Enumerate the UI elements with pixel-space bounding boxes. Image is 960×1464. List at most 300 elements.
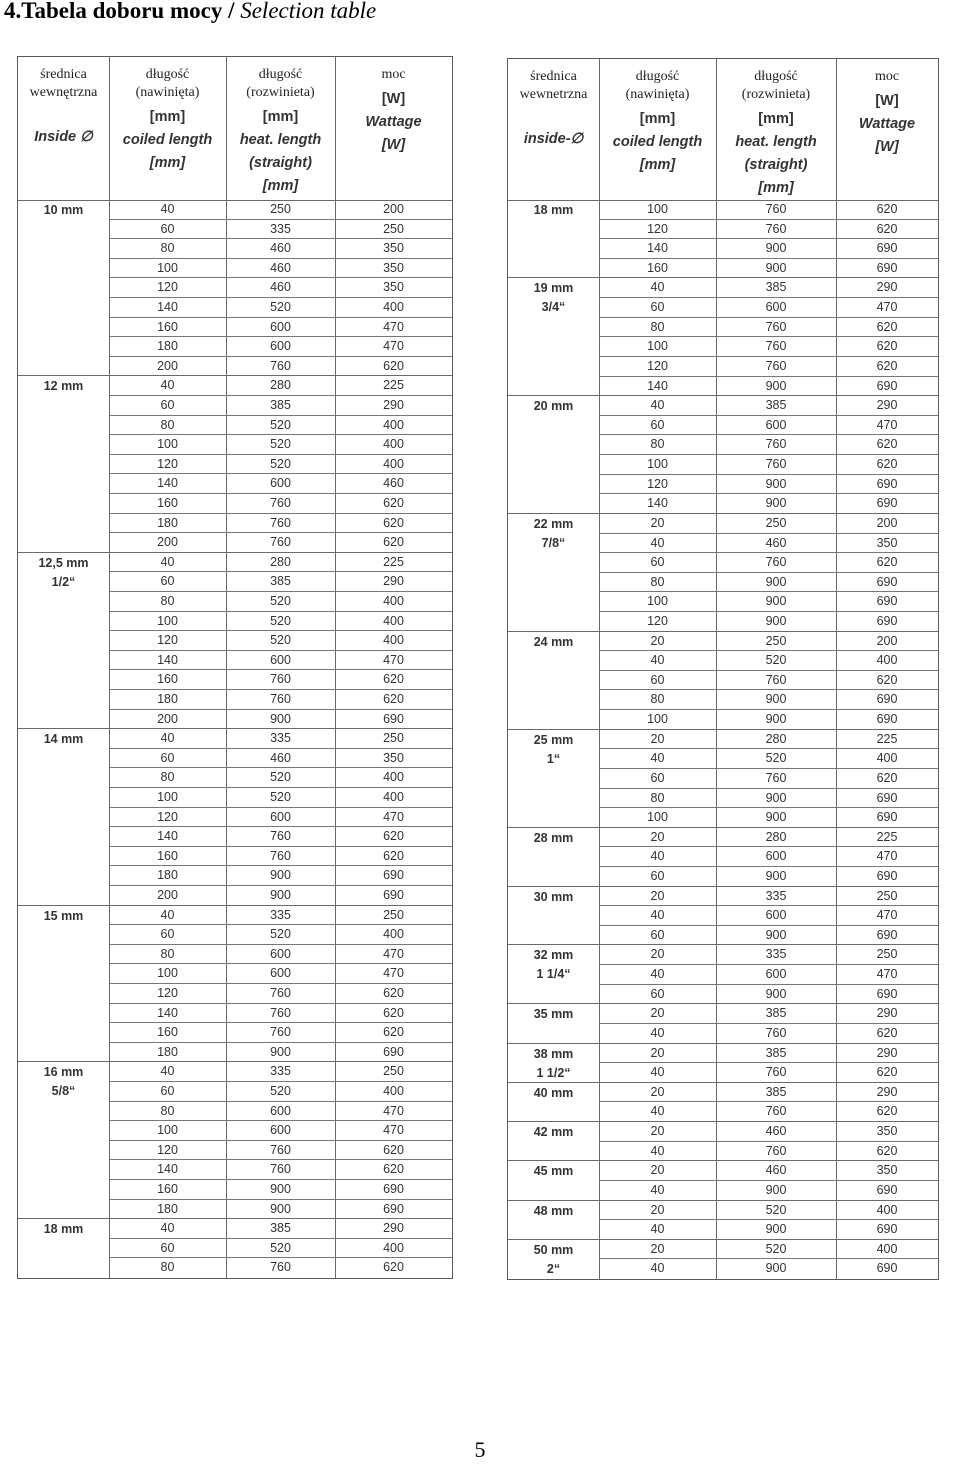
diameter-label-line: 14 mm — [43, 732, 84, 747]
wattage-cell: 620 — [383, 692, 404, 706]
header-label-pl: długość — [635, 69, 680, 84]
wattage-cell: 400 — [383, 437, 404, 452]
header-unit: [W] — [875, 93, 899, 109]
table-row — [18, 592, 452, 612]
header-label-en: inside-∅ — [523, 131, 584, 147]
table-row — [508, 1201, 938, 1221]
header-unit: [mm] — [262, 109, 299, 125]
heat-length-cell: 385 — [270, 1221, 291, 1236]
wattage-cell: 690 — [383, 1201, 404, 1216]
header-unit: [mm] — [758, 180, 794, 196]
diameter-label-line: 35 mm — [533, 1007, 574, 1022]
heat-length-cell: 600 — [270, 946, 291, 961]
wattage-cell: 620 — [876, 437, 898, 452]
wattage-cell: 470 — [876, 849, 898, 864]
coiled-length-cell: 60 — [650, 555, 665, 570]
coiled-length-cell: 60 — [650, 770, 665, 785]
heat-length-cell: 760 — [765, 1143, 787, 1158]
heat-length-cell: 520 — [765, 653, 787, 668]
coiled-length-cell: 140 — [157, 476, 178, 491]
coiled-length-cell: 120 — [157, 1142, 178, 1157]
table-row — [18, 749, 452, 769]
coiled-length-cell: 60 — [160, 750, 175, 765]
coiled-length-cell: 40 — [650, 849, 665, 864]
table-row — [508, 1122, 938, 1142]
wattage-cell: 290 — [876, 280, 898, 295]
heat-length-cell: 520 — [270, 456, 291, 471]
wattage-cell: 250 — [383, 221, 404, 236]
heat-length-cell: 385 — [765, 1006, 787, 1021]
table-row — [508, 1083, 938, 1103]
heat-length-cell: 600 — [765, 300, 787, 315]
heat-length-cell: 460 — [765, 1124, 787, 1139]
table-row — [508, 1259, 938, 1279]
coiled-length-cell: 80 — [650, 437, 665, 452]
diameter-label-line: 18 mm — [533, 203, 574, 217]
coiled-length-cell: 160 — [647, 260, 668, 275]
heat-length-cell: 760 — [765, 319, 787, 334]
heat-length-cell: 335 — [270, 731, 291, 746]
heat-length-cell: 760 — [765, 358, 787, 373]
header-cell-2 — [599, 59, 716, 200]
heat-length-cell: 760 — [765, 1065, 787, 1080]
wattage-cell: 620 — [383, 1162, 404, 1177]
wattage-cell: 620 — [876, 555, 898, 570]
table-body — [508, 200, 938, 1279]
header-label-pl: moc — [381, 67, 406, 82]
heat-length-cell: 600 — [270, 1123, 291, 1138]
heat-length-cell: 760 — [270, 672, 291, 687]
coiled-length-cell: 120 — [647, 221, 668, 236]
coiled-length-cell: 20 — [650, 731, 665, 746]
coiled-length-cell: 60 — [650, 927, 665, 942]
wattage-cell: 290 — [876, 1006, 898, 1021]
wattage-cell: 350 — [383, 280, 404, 295]
coiled-length-cell: 120 — [647, 358, 668, 373]
heat-length-cell: 520 — [270, 790, 291, 804]
table-row — [18, 906, 452, 926]
wattage-cell: 470 — [876, 908, 898, 923]
table-row — [18, 514, 452, 534]
table-row — [18, 533, 452, 553]
heat-length-cell: 520 — [270, 613, 291, 628]
coiled-length-cell: 20 — [650, 1084, 665, 1099]
coiled-length-cell: 200 — [157, 888, 178, 902]
coiled-length-cell: 40 — [650, 535, 665, 550]
wattage-cell: 225 — [383, 554, 404, 569]
table-row — [508, 985, 938, 1005]
coiled-length-cell: 80 — [160, 594, 175, 608]
header-unit: [W] — [381, 91, 406, 107]
wattage-cell: 400 — [383, 456, 404, 471]
heat-length-cell: 760 — [765, 1025, 787, 1040]
header-label-en: (straight) — [744, 157, 808, 173]
coiled-length-cell: 140 — [647, 241, 668, 256]
header-unit: [mm] — [639, 111, 676, 127]
coiled-length-cell: 160 — [157, 672, 178, 687]
table-row — [508, 1004, 938, 1024]
diameter-label-line: 22 mm — [533, 516, 574, 531]
heat-length-cell: 600 — [765, 967, 787, 982]
header-unit: [mm] — [149, 155, 186, 171]
diameter-label-line: 2“ — [546, 1261, 561, 1276]
wattage-cell: 620 — [383, 496, 404, 510]
wattage-cell: 400 — [383, 633, 404, 648]
table-row — [18, 847, 452, 867]
heat-length-cell: 280 — [270, 554, 291, 569]
table-row — [18, 1082, 452, 1102]
table-row — [508, 553, 938, 573]
heat-length-cell: 760 — [270, 829, 291, 844]
heat-length-cell: 760 — [270, 1162, 291, 1177]
wattage-cell: 470 — [876, 300, 898, 315]
header-label-pl: wewnetrzna — [519, 87, 588, 102]
wattage-cell: 620 — [876, 358, 898, 373]
wattage-cell: 620 — [383, 848, 404, 863]
wattage-cell: 620 — [383, 1005, 404, 1020]
table-row — [508, 494, 938, 514]
table-row — [18, 1102, 452, 1122]
wattage-cell: 470 — [383, 946, 404, 961]
wattage-cell: 620 — [876, 457, 898, 472]
table-row — [508, 1044, 938, 1064]
table-row — [18, 1219, 452, 1239]
wattage-cell: 690 — [876, 927, 898, 942]
heat-length-cell: 760 — [270, 692, 291, 706]
heat-length-cell: 900 — [765, 241, 787, 256]
heat-length-cell: 460 — [270, 241, 291, 256]
wattage-cell: 690 — [876, 692, 898, 707]
wattage-cell: 690 — [876, 869, 898, 884]
heat-length-cell: 760 — [765, 221, 787, 236]
table-row — [508, 690, 938, 710]
coiled-length-cell: 60 — [160, 398, 175, 412]
coiled-length-cell: 180 — [157, 1044, 178, 1059]
coiled-length-cell: 60 — [650, 672, 665, 687]
table-row — [18, 768, 452, 788]
page-heading — [4, 0, 376, 24]
header-cell-4 — [335, 57, 452, 200]
heat-length-cell: 600 — [765, 417, 787, 432]
table-row — [508, 592, 938, 612]
heat-length-cell: 385 — [765, 398, 787, 413]
wattage-cell: 620 — [876, 202, 898, 216]
header-label-pl: wewnętrzna — [29, 85, 98, 100]
wattage-cell: 350 — [876, 535, 898, 550]
coiled-length-cell: 40 — [650, 1025, 665, 1040]
diameter-label-line: 45 mm — [533, 1164, 574, 1179]
header-unit: [W] — [381, 137, 406, 153]
heat-length-cell: 760 — [270, 358, 291, 373]
heat-length-cell: 600 — [270, 319, 291, 334]
coiled-length-cell: 40 — [160, 554, 175, 569]
heat-length-cell: 600 — [270, 652, 291, 667]
coiled-length-cell: 60 — [650, 986, 665, 1001]
coiled-length-cell: 100 — [157, 437, 178, 452]
coiled-length-cell: 100 — [157, 260, 178, 275]
table-row — [508, 906, 938, 926]
coiled-length-cell: 20 — [650, 633, 665, 648]
wattage-cell: 620 — [383, 1142, 404, 1157]
heat-length-cell: 385 — [765, 280, 787, 295]
header-unit: [mm] — [639, 157, 676, 173]
table-row — [18, 729, 452, 749]
wattage-cell: 470 — [383, 339, 404, 354]
wattage-cell: 200 — [876, 515, 898, 530]
coiled-length-cell: 140 — [157, 652, 178, 667]
diameter-label-line: 15 mm — [43, 908, 84, 923]
wattage-cell: 250 — [383, 907, 404, 922]
coiled-length-cell: 40 — [650, 1065, 665, 1080]
heat-length-cell: 900 — [270, 1201, 291, 1216]
table-row — [508, 318, 938, 338]
header-label-pl: długość — [145, 67, 190, 82]
wattage-cell: 460 — [383, 476, 404, 491]
table-row — [508, 671, 938, 691]
coiled-length-cell: 20 — [650, 515, 665, 530]
heat-length-cell: 460 — [765, 1163, 787, 1178]
table-row — [18, 1239, 452, 1259]
wattage-cell: 690 — [383, 888, 404, 902]
header-cell-2 — [109, 57, 226, 200]
table-row — [18, 239, 452, 259]
diameter-label-line: 16 mm — [43, 1065, 84, 1080]
wattage-cell: 290 — [383, 1221, 404, 1236]
coiled-length-cell: 20 — [650, 1202, 665, 1217]
coiled-length-cell: 160 — [157, 496, 178, 510]
table-row — [508, 416, 938, 436]
wattage-cell: 290 — [876, 1045, 898, 1060]
heat-length-cell: 760 — [765, 555, 787, 570]
wattage-cell: 400 — [383, 417, 404, 432]
coiled-length-cell: 120 — [157, 986, 178, 1000]
heat-length-cell: 760 — [270, 1025, 291, 1040]
heat-length-cell: 900 — [765, 1261, 787, 1276]
heat-length-cell: 760 — [270, 496, 291, 510]
heat-length-cell: 900 — [765, 260, 787, 275]
wattage-cell: 290 — [876, 398, 898, 413]
coiled-length-cell: 40 — [650, 908, 665, 923]
wattage-cell: 400 — [383, 594, 404, 608]
heat-length-cell: 250 — [765, 515, 787, 530]
table-row — [18, 945, 452, 965]
heat-length-cell: 900 — [765, 613, 787, 628]
table-row — [18, 396, 452, 416]
table-row — [18, 259, 452, 279]
table-row — [508, 534, 938, 554]
wattage-cell: 470 — [876, 417, 898, 432]
coiled-length-cell: 100 — [647, 712, 668, 727]
table-row — [508, 730, 938, 750]
header-label-pl: średnica — [530, 69, 577, 84]
header-label-pl: (nawinięta) — [135, 85, 200, 100]
table-row — [508, 945, 938, 965]
diameter-label-line: 30 mm — [533, 889, 574, 904]
wattage-cell: 250 — [383, 731, 404, 746]
heat-length-cell: 600 — [270, 809, 291, 824]
coiled-length-cell: 40 — [650, 653, 665, 668]
coiled-length-cell: 20 — [650, 1163, 665, 1178]
diameter-label-line: 1 1/4“ — [536, 967, 571, 982]
coiled-length-cell: 100 — [157, 1123, 178, 1138]
header-label-en: heat. length — [239, 132, 322, 148]
diameter-label-line: 7/8“ — [541, 535, 566, 550]
table-row — [508, 1161, 938, 1181]
heat-length-cell: 335 — [765, 888, 787, 903]
heat-length-cell: 900 — [765, 574, 787, 589]
header-cell-1 — [508, 59, 599, 200]
heat-length-cell: 520 — [270, 1084, 291, 1098]
wattage-cell: 620 — [876, 1104, 898, 1119]
table-row — [18, 964, 452, 984]
heat-length-cell: 600 — [270, 339, 291, 354]
coiled-length-cell: 20 — [650, 829, 665, 844]
wattage-cell: 250 — [383, 1064, 404, 1079]
table-row — [508, 475, 938, 495]
coiled-length-cell: 100 — [157, 966, 178, 981]
coiled-length-cell: 180 — [157, 339, 178, 354]
coiled-length-cell: 20 — [650, 1124, 665, 1139]
heat-length-cell: 385 — [270, 398, 291, 412]
header-label-pl: średnica — [40, 67, 87, 82]
wattage-cell: 690 — [876, 712, 898, 727]
header-unit: [W] — [875, 139, 899, 155]
wattage-cell: 400 — [383, 927, 404, 942]
coiled-length-cell: 60 — [160, 221, 175, 236]
table-row — [18, 1023, 452, 1043]
table-row — [18, 1121, 452, 1141]
table-row — [18, 631, 452, 651]
table-row — [508, 867, 938, 887]
table-row — [508, 847, 938, 867]
table-row — [508, 220, 938, 240]
wattage-cell: 690 — [876, 790, 898, 805]
selection-table-right — [507, 58, 939, 1280]
table-row — [508, 337, 938, 357]
wattage-cell: 690 — [876, 594, 898, 609]
coiled-length-cell: 160 — [157, 848, 178, 863]
diameter-label-line: 12,5 mm — [38, 555, 89, 570]
wattage-cell: 400 — [876, 751, 898, 766]
table-row — [508, 749, 938, 769]
heat-length-cell: 760 — [765, 1104, 787, 1119]
coiled-length-cell: 40 — [160, 1064, 175, 1079]
table-row — [508, 435, 938, 455]
coiled-length-cell: 80 — [650, 574, 665, 589]
diameter-label-line: 20 mm — [533, 399, 574, 414]
heat-length-cell: 900 — [765, 810, 787, 825]
coiled-length-cell: 80 — [160, 946, 175, 961]
heat-length-cell: 600 — [270, 966, 291, 981]
table-row — [18, 827, 452, 847]
coiled-length-cell: 120 — [647, 476, 668, 491]
wattage-cell: 200 — [383, 202, 404, 216]
header-label-pl: długość — [258, 67, 303, 82]
wattage-cell: 470 — [383, 966, 404, 981]
coiled-length-cell: 40 — [650, 1261, 665, 1276]
coiled-length-cell: 100 — [647, 594, 668, 609]
wattage-cell: 400 — [383, 790, 404, 804]
heat-length-cell: 900 — [765, 496, 787, 511]
heat-length-cell: 760 — [270, 1005, 291, 1020]
coiled-length-cell: 180 — [157, 692, 178, 706]
header-label-en: coiled length — [612, 134, 703, 150]
coiled-length-cell: 60 — [650, 417, 665, 432]
wattage-cell: 690 — [876, 613, 898, 628]
coiled-length-cell: 40 — [650, 1104, 665, 1119]
heat-length-cell: 760 — [270, 848, 291, 863]
header-label-en: Wattage — [858, 116, 916, 132]
coiled-length-cell: 80 — [160, 770, 175, 785]
coiled-length-cell: 200 — [157, 535, 178, 550]
heat-length-cell: 335 — [270, 1064, 291, 1079]
wattage-cell: 690 — [383, 1044, 404, 1059]
heat-length-cell: 900 — [270, 1182, 291, 1196]
coiled-length-cell: 100 — [157, 790, 178, 804]
header-cell-3 — [226, 57, 335, 200]
diameter-label-line: 38 mm — [533, 1046, 574, 1061]
table-row — [508, 789, 938, 809]
coiled-length-cell: 60 — [160, 574, 175, 589]
wattage-cell: 350 — [383, 241, 404, 256]
coiled-length-cell: 80 — [160, 241, 175, 256]
heat-length-cell: 760 — [270, 1142, 291, 1157]
wattage-cell: 290 — [383, 398, 404, 412]
heat-length-cell: 760 — [765, 457, 787, 472]
table-row — [508, 396, 938, 416]
table-row — [18, 1062, 452, 1082]
header-cell-3 — [716, 59, 836, 200]
header-label-pl: (rozwinieta) — [246, 85, 315, 100]
coiled-length-cell: 80 — [650, 790, 665, 805]
heat-length-cell: 600 — [270, 476, 291, 491]
coiled-length-cell: 60 — [650, 869, 665, 884]
coiled-length-cell: 120 — [157, 809, 178, 824]
table-row — [18, 866, 452, 886]
heat-length-cell: 335 — [270, 221, 291, 236]
table-row — [508, 612, 938, 632]
wattage-cell: 225 — [876, 731, 898, 746]
heading-italic: Selection table — [240, 0, 377, 23]
heat-length-cell: 280 — [270, 378, 291, 393]
heat-length-cell: 520 — [765, 751, 787, 766]
heat-length-cell: 460 — [270, 750, 291, 765]
wattage-cell: 690 — [383, 868, 404, 883]
table-row — [18, 1258, 452, 1278]
diameter-label-line: 50 mm — [533, 1242, 574, 1257]
heat-length-cell: 600 — [765, 908, 787, 923]
header-cell-4 — [836, 59, 938, 200]
heat-length-cell: 760 — [765, 202, 787, 216]
wattage-cell: 290 — [876, 1084, 898, 1099]
diameter-label-line: 5/8“ — [51, 1084, 76, 1099]
wattage-cell: 470 — [383, 319, 404, 334]
wattage-cell: 620 — [383, 358, 404, 373]
coiled-length-cell: 140 — [157, 829, 178, 844]
diameter-label-line: 1 1/2“ — [536, 1065, 571, 1080]
coiled-length-cell: 60 — [160, 927, 175, 942]
wattage-cell: 690 — [876, 241, 898, 256]
heat-length-cell: 760 — [765, 339, 787, 354]
heat-length-cell: 900 — [765, 378, 787, 393]
diameter-label-line: 12 mm — [43, 379, 84, 394]
coiled-length-cell: 140 — [647, 496, 668, 511]
table-row — [508, 200, 938, 220]
coiled-length-cell: 60 — [650, 300, 665, 315]
wattage-cell: 400 — [876, 653, 898, 668]
coiled-length-cell: 160 — [157, 1025, 178, 1040]
wattage-cell: 690 — [876, 496, 898, 511]
